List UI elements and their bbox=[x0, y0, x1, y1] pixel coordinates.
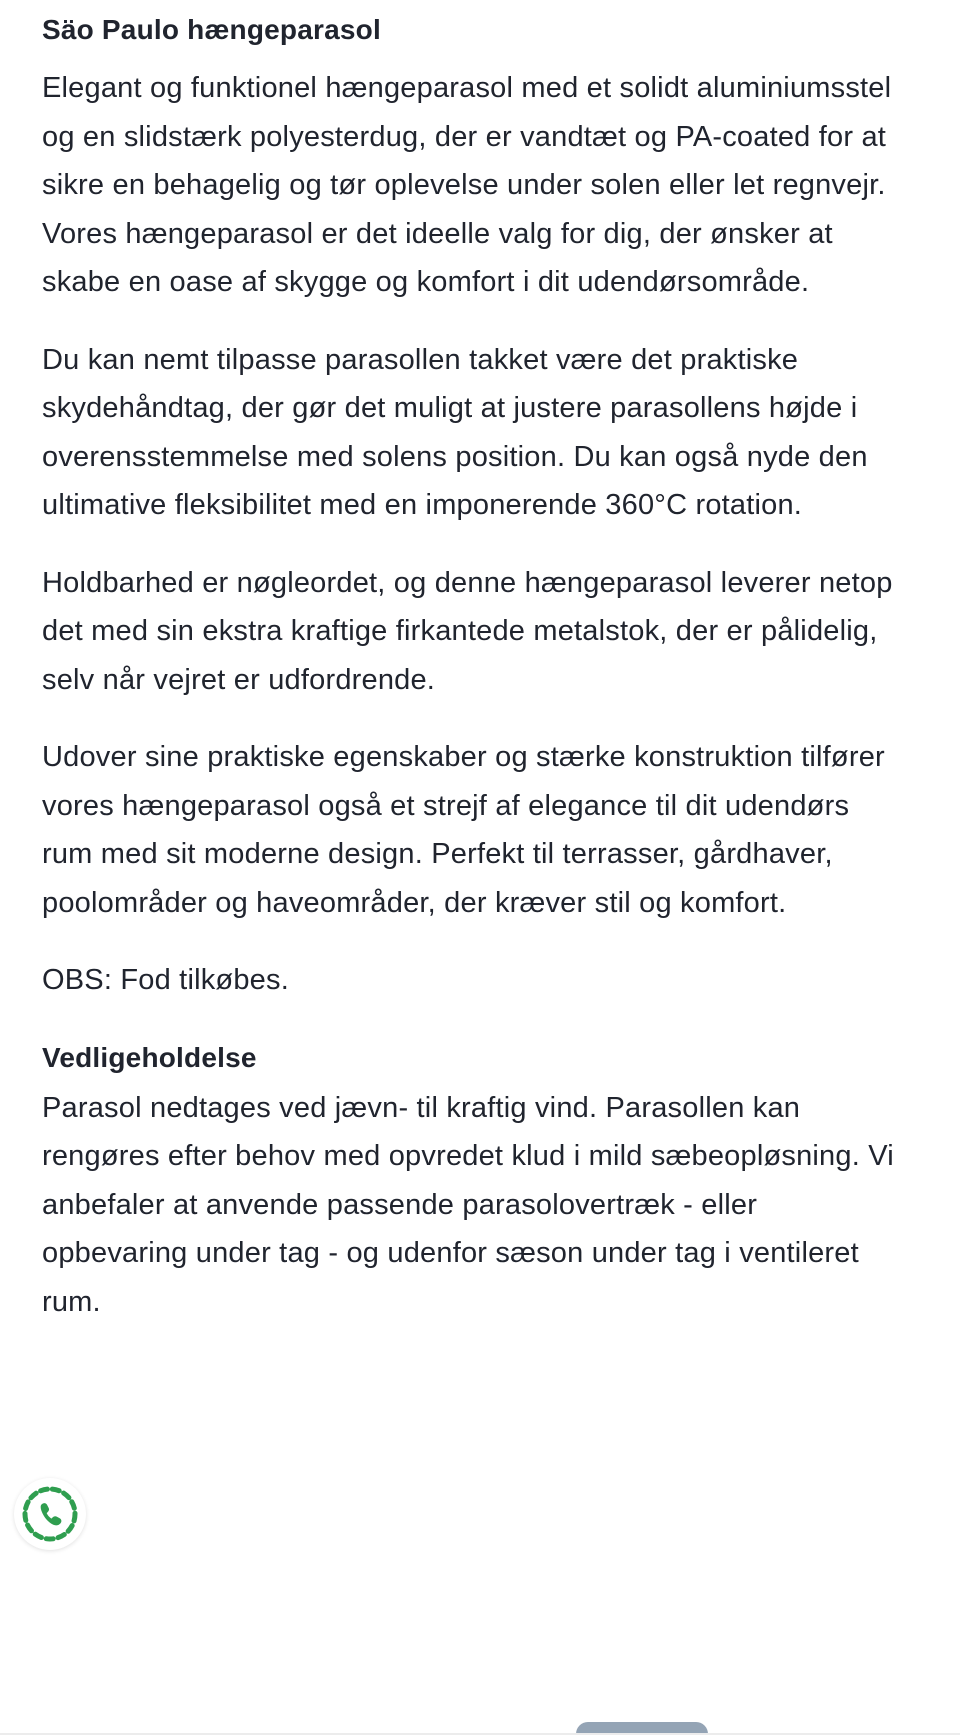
product-description-paragraph: Elegant og funktionel hængeparasol med et solidt aluminiumsstel og en slidstærk polyesterdug, der er vandtæt og PA-coated for at sikre en behagelig og tør oplevelse under solen eller let regnvejr. Vores hængeparasol er det ideelle valg for dig, der ønsker at skabe en oase af skygge og komfort i dit udendørsområde. bbox=[42, 72, 892, 298]
product-title: Säo Paulo hængeparasol bbox=[42, 14, 381, 45]
product-description-paragraph: Du kan nemt tilpasse parasollen takket være det praktiske skydehåndtag, der gør det muligt at justere parasollens højde i overensstemmelse med solens position. Du kan også nyde den ultimative fleksibilitet med en imponerende 360°C rotation. bbox=[42, 343, 868, 521]
chat-widget-button[interactable] bbox=[14, 1478, 86, 1550]
maintenance-text: Parasol nedtages ved jævn- til kraftig vind. Parasollen kan rengøres efter behov med opvredet klud i mild sæbeopløsning. Vi anbefaler at anvende passende parasolovertræk - eller opbevaring under tag - og udenfor sæson under tag i ventileret rum. bbox=[42, 1091, 894, 1318]
phone-chat-icon bbox=[20, 1484, 80, 1544]
product-description-paragraph: Holdbarhed er nøgleordet, og denne hængeparasol leverer netop det med sin ekstra kraftige firkantede metalstok, der er pålidelig, selv når vejret er udfordrende. bbox=[42, 566, 893, 696]
product-description-paragraph: Udover sine praktiske egenskaber og stærke konstruktion tilfører vores hængeparasol også et strejf af elegance til dit udendørs rum med sit moderne design. Perfekt til terrasser, gårdhaver, poolområder og haveområder, der kræver stil og komfort. bbox=[42, 741, 885, 919]
product-note-paragraph: OBS: Fod tilkøbes. bbox=[42, 964, 289, 996]
maintenance-heading: Vedligeholdelse bbox=[42, 1041, 257, 1073]
